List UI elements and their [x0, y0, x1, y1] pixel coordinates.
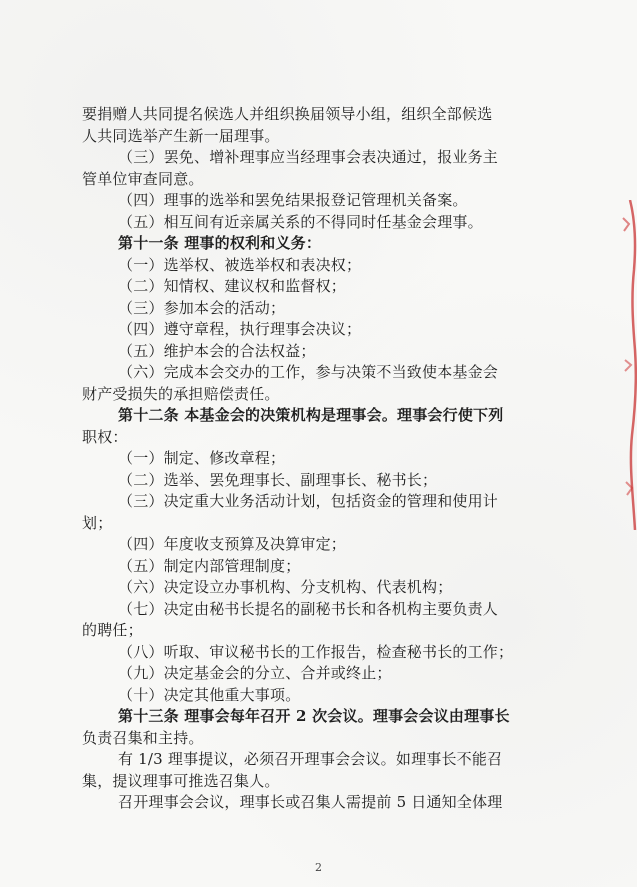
page-number: 2	[315, 861, 322, 874]
text-line: （三）参加本会的活动；	[118, 298, 286, 317]
article-heading: 第十一条 理事的权利和义务：	[118, 234, 322, 252]
article-heading: 第十三条 理事会每年召开 2 次会议。理事会会议由理事长	[118, 707, 510, 725]
text-line: （一）制定、修改章程；	[118, 449, 286, 467]
text-line: 财产受损失的承担赔偿责任。	[82, 384, 280, 403]
text-line: （四）遵守章程，执行理事会决议；	[118, 320, 362, 338]
text-line: 管单位审查同意。	[82, 169, 204, 188]
text-line: （九）决定基金会的分立、合并或终止；	[118, 664, 392, 682]
text-line: （一）选举权、被选举权和表决权；	[118, 255, 362, 274]
text-line: 职权：	[82, 427, 128, 446]
text-line: （四）理事的选举和罢免结果报登记管理机关备案。	[118, 191, 468, 209]
text-line: （三）罢免、增补理事应当经理事会表决通过，报业务主	[118, 148, 499, 166]
text-line: （四）年度收支预算及决算审定；	[118, 535, 347, 553]
text-line: （二）选举、罢免理事长、副理事长、秘书长；	[118, 470, 438, 489]
text-line: （二）知情权、建议权和监督权；	[118, 277, 347, 295]
text-line: 的聘任；	[82, 621, 143, 639]
text-line: （六）决定设立办事机构、分支机构、代表机构；	[118, 578, 453, 596]
text-line: 人共同选举产生新一届理事。	[82, 126, 280, 145]
text-line: （八）听取、审议秘书长的工作报告，检查秘书长的工作；	[118, 642, 514, 661]
text-line: （五）维护本会的合法权益；	[118, 341, 316, 360]
text-line: 有 1/3 理事提议，必须召开理事会会议。如理事长不能召	[118, 750, 503, 768]
text-line: 集，提议理事可推选召集人。	[82, 771, 280, 790]
text-line: （七）决定由秘书长提名的副秘书长和各机构主要负责人	[118, 599, 499, 618]
text-line: （三）决定重大业务活动计划，包括资金的管理和使用计	[118, 492, 499, 510]
text-line: 召开理事会会议，理事长或召集人需提前 5 日通知全体理	[118, 793, 503, 811]
text-line: （五）制定内部管理制度；	[118, 556, 301, 575]
text-line: （六）完成本会交办的工作，参与决策不当致使本基金会	[118, 363, 499, 381]
text-line: 要捐赠人共同提名候选人并组织换届领导小组，组织全部候选	[82, 105, 493, 123]
red-seal-edge	[615, 200, 637, 530]
document-content	[82, 104, 557, 814]
text-line: （五）相互间有近亲属关系的不得同时任基金会理事。	[118, 212, 483, 231]
text-line: 划；	[82, 513, 113, 532]
article-heading: 第十二条 本基金会的决策机构是理事会。理事会行使下列	[118, 406, 504, 424]
text-line: （十）决定其他重大事项。	[118, 685, 301, 704]
text-line: 负责召集和主持。	[82, 728, 204, 747]
